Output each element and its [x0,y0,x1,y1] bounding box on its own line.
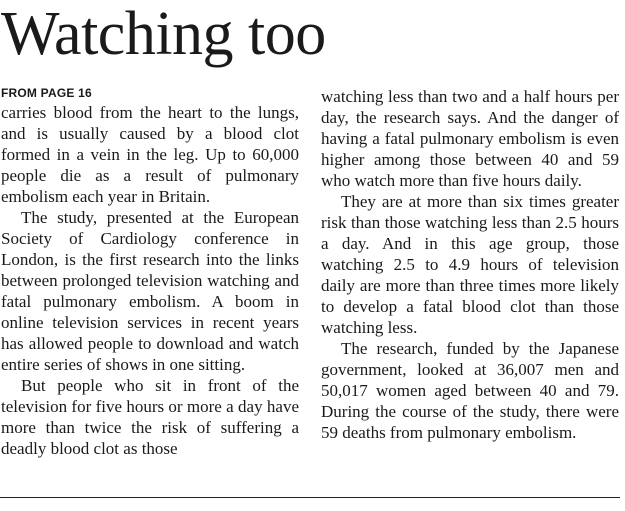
bottom-rule [0,497,620,498]
paragraph: The research, funded by the Japanese government, looked at 36,007 men and 50,017 women aged between 40 and 79. During the course of the study, there were 59 deaths from pulmonary embolism. [321,339,619,442]
paragraph: watching less than two and a half hours per day, the research says. And the danger of having a fatal pulmonary embolism is even higher among those between 40 and 59 who watch more than five hours daily. [321,87,619,190]
paragraph: carries blood from the heart to the lungs, and is usually caused by a blood clot formed in a vein in the leg. Up to 60,000 people die as a result of pulmonary embolism each year in Britain. [1,103,299,206]
right-column [321,86,619,443]
left-column [1,84,299,459]
paragraph: But people who sit in front of the television for five hours or more a day have more than twice the risk of suffering a deadly blood clot as those [1,376,299,458]
continuation-kicker: FROM PAGE 16 [1,86,92,100]
paragraph: They are at more than six times greater risk than those watching less than 2.5 hours a day. And in this age group, those watching 2.5 to 4.9 hours of television daily are more than three times more likely to develop a fatal blood clot than those watching less. [321,192,619,337]
paragraph: The study, presented at the European Society of Cardiology conference in London, is the first research into the links between prolonged television watching and fatal pulmonary embolism. A boom in online television services in recent years has allowed people to download and watch entire series of shows in one sitting. [1,208,299,374]
headline: Watching too [1,0,326,68]
